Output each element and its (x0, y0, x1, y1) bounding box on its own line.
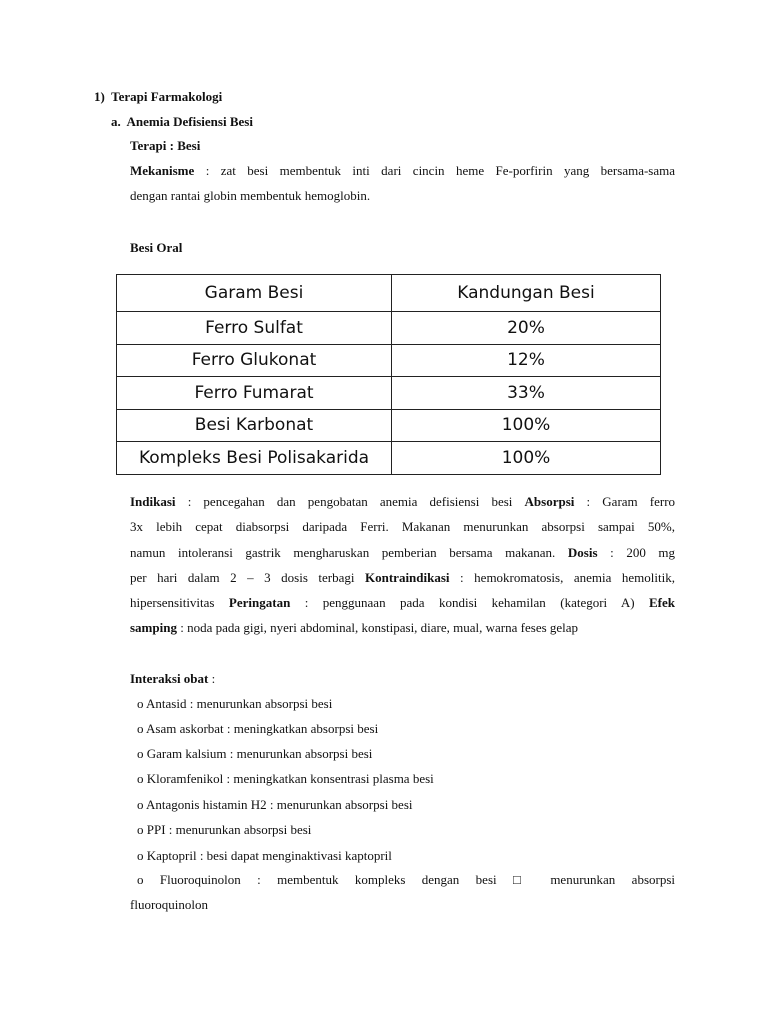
paragraph-line-2: 3x lebih cepat diabsorpsi daripada Ferri. Makanan menurunkan absorpsi sampai 50%, (130, 519, 675, 535)
table-header-kandungan: Kandungan Besi (392, 275, 661, 312)
list-item: o Antasid : menurunkan absorpsi besi (137, 696, 333, 711)
peringatan-label: Peringatan (228, 595, 291, 611)
mekanisme-paragraph (130, 158, 675, 209)
subsection-title: Anemia Defisiensi Besi (126, 114, 253, 129)
besi-oral-heading: Besi Oral (130, 240, 183, 255)
list-item: o PPI : menurunkan absorpsi besi (137, 822, 312, 837)
kontraindikasi-label: Kontraindikasi (365, 569, 450, 585)
table-cell-kandungan: 12% (392, 344, 661, 377)
table-cell-garam: Besi Karbonat (117, 409, 392, 442)
mekanisme-text-1: : zat besi membentuk inti dari cincin heme Fe-porfirin yang bersama-sama (205, 163, 676, 178)
section-title: Terapi Farmakologi (111, 89, 223, 104)
table-cell-garam: Ferro Fumarat (117, 377, 392, 410)
interaksi-label: Interaksi obat (130, 671, 209, 686)
fluoroquinolon-line-2: fluoroquinolon (130, 897, 208, 913)
peringatan-text: : penggunaan pada kondisi kehamilan (kategori A) (304, 595, 635, 611)
list-item: o Antagonis histamin H2 : menurunkan absorpsi besi (137, 797, 413, 812)
dosis-detail-text: per hari dalam 2 – 3 dosis terbagi (130, 569, 355, 585)
interaksi-colon: : (208, 671, 216, 686)
dosis-label: Dosis (567, 544, 598, 560)
fluoroquinolon-line-1: o Fluoroquinolon : membentuk kompleks dengan besi □ menurunkan absorpsi (137, 872, 675, 887)
mekanisme-line-1 (130, 158, 675, 183)
table-cell-kandungan: 20% (392, 312, 661, 345)
list-item-fluoroquinolon (130, 867, 675, 918)
kontraindikasi-text: : hemokromatosis, anemia hemolitik, (460, 569, 675, 585)
samping-label: samping (130, 620, 177, 636)
table-row (117, 312, 661, 345)
list-item: o Asam askorbat : meningkatkan absorpsi besi (137, 721, 379, 736)
mekanisme-line-2: dengan rantai globin membentuk hemoglobin. (130, 188, 371, 204)
indikasi-paragraph (130, 489, 675, 641)
efek-text: : noda pada gigi, nyeri abdominal, konstipasi, diare, mual, warna feses gelap (180, 620, 579, 636)
hipersensitivitas-text: hipersensitivitas (130, 595, 215, 611)
subsection-letter: a. (111, 114, 121, 129)
absorpsi-text: : Garam ferro (586, 494, 676, 509)
paragraph-line-6 (130, 615, 675, 640)
list-item: o Kaptopril : besi dapat menginaktivasi kaptopril (137, 848, 392, 863)
table-cell-kandungan: 100% (392, 409, 661, 442)
paragraph-line-1 (130, 489, 675, 514)
paragraph-line-3 (130, 540, 675, 565)
table-cell-garam: Ferro Glukonat (117, 344, 392, 377)
table-header-row (117, 275, 661, 312)
section-heading (94, 89, 222, 105)
paragraph-line-4 (130, 565, 675, 590)
efek-label: Efek (649, 595, 675, 611)
absorpsi-label: Absorpsi (524, 494, 575, 509)
section-number: 1) (94, 89, 105, 104)
mekanisme-label: Mekanisme (130, 163, 195, 178)
table-row (117, 344, 661, 377)
paragraph-line-5 (130, 590, 675, 615)
indikasi-label: Indikasi (130, 494, 176, 509)
list-item: o Garam kalsium : menurunkan absorpsi besi (137, 746, 373, 761)
table-cell-garam: Ferro Sulfat (117, 312, 392, 345)
subsection-heading (111, 114, 253, 130)
table-cell-kandungan: 100% (392, 442, 661, 475)
table-row (117, 409, 661, 442)
iron-salt-table (116, 274, 661, 475)
table-cell-kandungan: 33% (392, 377, 661, 410)
table-row (117, 442, 661, 475)
table-cell-garam: Kompleks Besi Polisakarida (117, 442, 392, 475)
interaksi-heading (130, 671, 215, 687)
dosis-text: : 200 mg (610, 544, 676, 560)
terapi-label: Terapi : Besi (130, 138, 201, 153)
list-item: o Kloramfenikol : meningkatkan konsentrasi plasma besi (137, 771, 434, 786)
table-header-garam: Garam Besi (117, 275, 392, 312)
gastrik-text: namun intoleransi gastrik mengharuskan pemberian bersama makanan. (130, 544, 556, 560)
table-row (117, 377, 661, 410)
indikasi-text: : pencegahan dan pengobatan anemia defisiensi besi (187, 494, 513, 509)
